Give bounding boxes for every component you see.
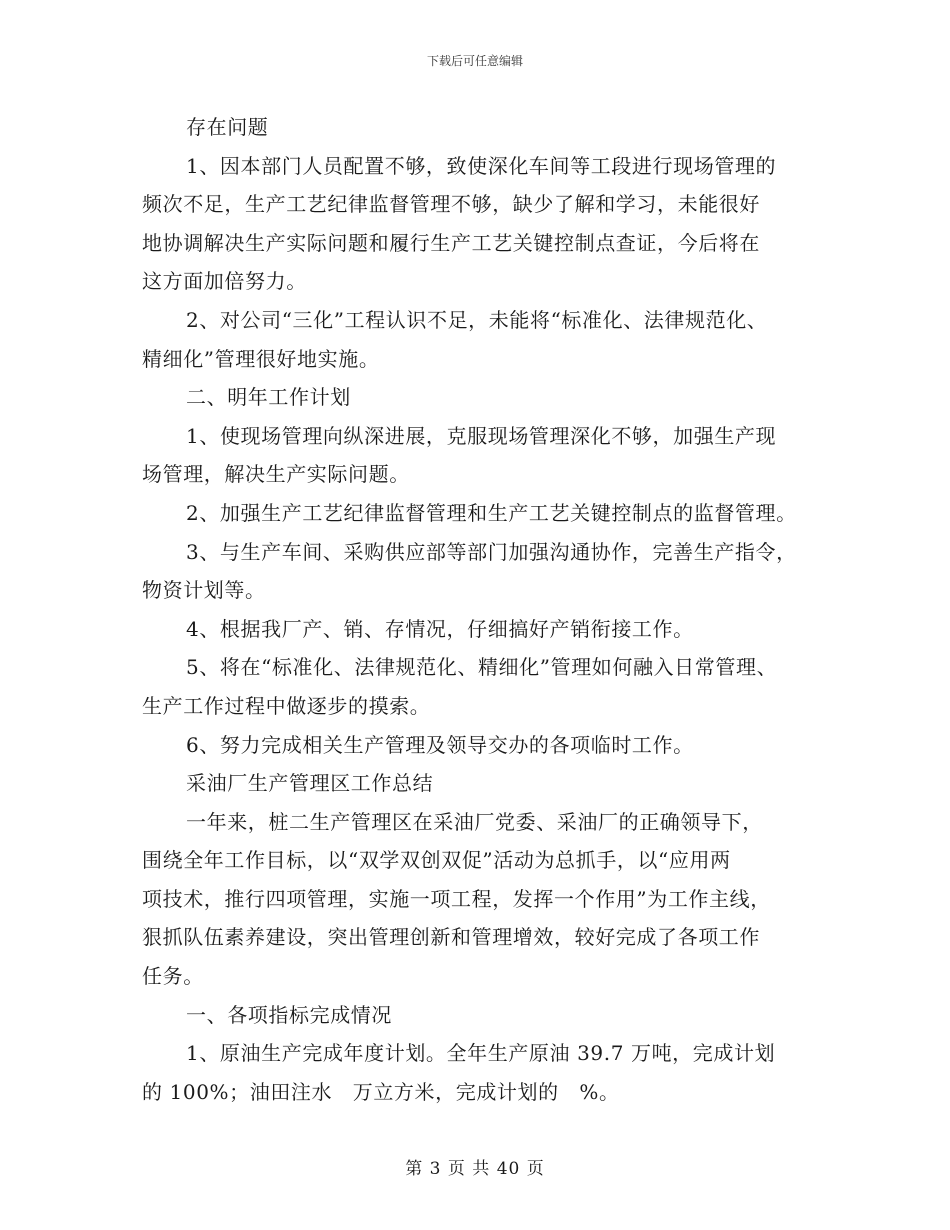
text-line: 4、根据我厂产、销、存情况，仔细搞好产销衔接工作。 <box>186 616 694 641</box>
text-line: 场管理，解决生产实际问题。 <box>142 462 410 487</box>
text-line: 3、与生产车间、采购供应部等部门加强沟通协作，完善生产指令， <box>186 539 797 564</box>
text-line: 这方面加倍努力。 <box>142 269 307 294</box>
text-line: 任务。 <box>142 964 204 989</box>
text-line: 围绕全年工作目标，以“双学双创双促”活动为总抓手，以“应用两 <box>142 848 731 873</box>
text-line: 5、将在“标准化、法律规范化、精细化”管理如何融入日常管理、 <box>186 655 778 680</box>
text-line: 物资计划等。 <box>142 578 266 603</box>
text-line: 的 100%；油田注水 万立方米，完成计划的 %。 <box>142 1079 620 1104</box>
text-line: 一年来，桩二生产管理区在采油厂党委、采油厂的正确领导下， <box>186 809 763 834</box>
text-line: 1、使现场管理向纵深进展，克服现场管理深化不够，加强生产现 <box>186 423 777 448</box>
text-line: 一、各项指标完成情况 <box>186 1002 392 1027</box>
text-line: 存在问题 <box>186 115 269 139</box>
document-body <box>142 108 832 1111</box>
text-line: 频次不足，生产工艺纪律监督管理不够，缺少了解和学习，未能很好 <box>142 192 760 217</box>
page-header: 下载后可任意编辑 <box>426 54 523 68</box>
text-line: 1、原油生产完成年度计划。全年生产原油 39.7 万吨，完成计划 <box>186 1041 776 1066</box>
text-line: 1、因本部门人员配置不够，致使深化车间等工段进行现场管理的 <box>186 153 777 178</box>
text-line: 地协调解决生产实际问题和履行生产工艺关键控制点查证，今后将在 <box>142 230 760 255</box>
text-line: 精细化”管理很好地实施。 <box>142 346 380 371</box>
text-line: 二、明年工作计划 <box>186 385 351 410</box>
text-line: 狠抓队伍素养建设，突出管理创新和管理增效，较好完成了各项工作 <box>142 925 760 950</box>
text-line: 生产工作过程中做逐步的摸索。 <box>142 693 431 718</box>
text-line: 2、加强生产工艺纪律监督管理和生产工艺关键控制点的监督管理。 <box>186 500 797 525</box>
text-line: 采油厂生产管理区工作总结 <box>186 771 434 796</box>
text-line: 6、努力完成相关生产管理及领导交办的各项临时工作。 <box>186 732 694 757</box>
page-footer: 第 3 页 共 40 页 <box>405 1159 545 1179</box>
text-line: 项技术，推行四项管理，实施一项工程，发挥一个作用”为工作主线， <box>142 886 771 911</box>
text-line: 2、对公司“三化”工程认识不足，未能将“标准化、法律规范化、 <box>186 307 768 332</box>
